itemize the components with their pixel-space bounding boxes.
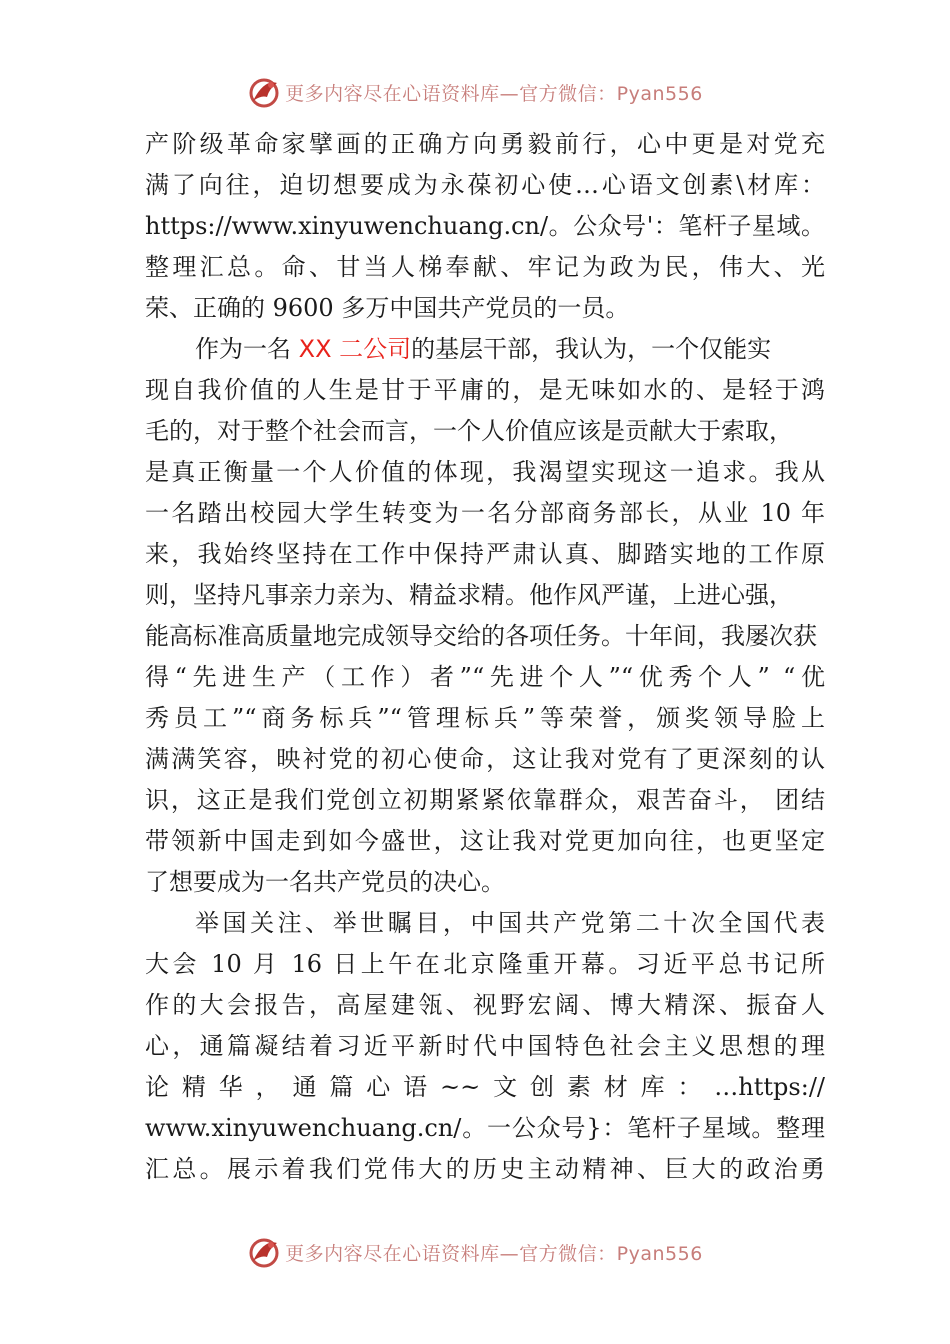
- text-line: 了想要成为一名共产党员的决心。: [145, 868, 505, 896]
- text-line: 是真正衡量一个人价值的体现，我渴望实现这一追求。我从: [145, 458, 825, 486]
- text-line: 满满笑容，映衬党的初心使命，这让我对党有了更深刻的认: [145, 745, 825, 773]
- footer-banner-text: 更多内容尽在心语资料库—官方微信：Pyan556: [285, 1242, 703, 1265]
- text-line: 能高标准高质量地完成领导交给的各项任务。十年间，我屡次获: [145, 622, 817, 650]
- text-line: 满了向往，迫切想要成为永葆初心使…心语文创素\材库：: [145, 171, 825, 199]
- text-line: 毛的，对于整个社会而言，一个人价值应该是贡献大于索取，: [145, 417, 793, 445]
- text-segment: 的基层干部，我认为，一个仅能实: [411, 335, 772, 363]
- text-line: 荣、正确的 9600 多万中国共产党员的一员。: [145, 294, 630, 322]
- text-line: 举国关注、举世瞩目，中国共产党第二十次全国代表: [195, 909, 825, 937]
- text-line: www.xinyuwenchuang.cn/。一公众号}：笔杆子星域。整理: [145, 1114, 825, 1142]
- text-line: 现自我价值的人生是甘于平庸的，是无味如水的、是轻于鸿: [145, 376, 825, 404]
- document-body: [145, 124, 825, 1190]
- text-line: 则，坚持凡事亲力亲为、精益求精。他作风严谨，上进心强，: [145, 581, 793, 609]
- header-watermark-banner: [0, 72, 950, 112]
- paragraph-3: [145, 903, 825, 1190]
- text-line: 带领新中国走到如今盛世，这让我对党更加向往，也更坚定: [145, 827, 825, 855]
- company-name-highlight: XX 二公司: [298, 335, 412, 363]
- text-line: 识，这正是我们党创立初期紧紧依靠群众，艰苦奋斗， 团结: [145, 786, 825, 814]
- brand-logo-icon: [247, 1235, 281, 1269]
- text-line: 心，通篇凝结着习近平新时代中国特色社会主义思想的理: [145, 1032, 825, 1060]
- header-banner-text: 更多内容尽在心语资料库—官方微信：Pyan556: [285, 82, 703, 105]
- text-segment: 作为一名: [195, 335, 299, 363]
- text-line: 产阶级革命家擘画的正确方向勇毅前行，心中更是对党充: [145, 130, 825, 158]
- text-line: [145, 329, 825, 370]
- text-line: 一名踏出校园大学生转变为一名分部商务部长，从业 10 年: [145, 499, 825, 527]
- text-line: 秀员工”“商务标兵”“管理标兵”等荣誉，颁奖领导脸上: [145, 704, 825, 732]
- text-line: 来，我始终坚持在工作中保持严肃认真、脚踏实地的工作原: [145, 540, 825, 568]
- paragraph-1: [145, 124, 825, 329]
- paragraph-2: [145, 329, 825, 903]
- brand-logo-icon: [247, 75, 281, 109]
- text-line: 作的大会报告，高屋建瓴、视野宏阔、博大精深、振奋人: [145, 991, 825, 1019]
- text-line: 整理汇总。命、甘当人梯奉献、牢记为政为民，伟大、光: [145, 253, 825, 281]
- text-line: 汇总。展示着我们党伟大的历史主动精神、巨大的政治勇: [145, 1155, 825, 1183]
- text-line: 论精华，通篇心语~~文创素材库：…https://: [145, 1073, 825, 1101]
- text-line: https://www.xinyuwenchuang.cn/。公众号'：笔杆子星域。: [145, 212, 825, 240]
- footer-watermark-banner: [0, 1232, 950, 1272]
- text-line: 得“先进生产（工作）者”“先进个人”“优秀个人” “优: [145, 663, 825, 691]
- text-line: 大会 10 月 16 日上午在北京隆重开幕。习近平总书记所: [145, 950, 825, 978]
